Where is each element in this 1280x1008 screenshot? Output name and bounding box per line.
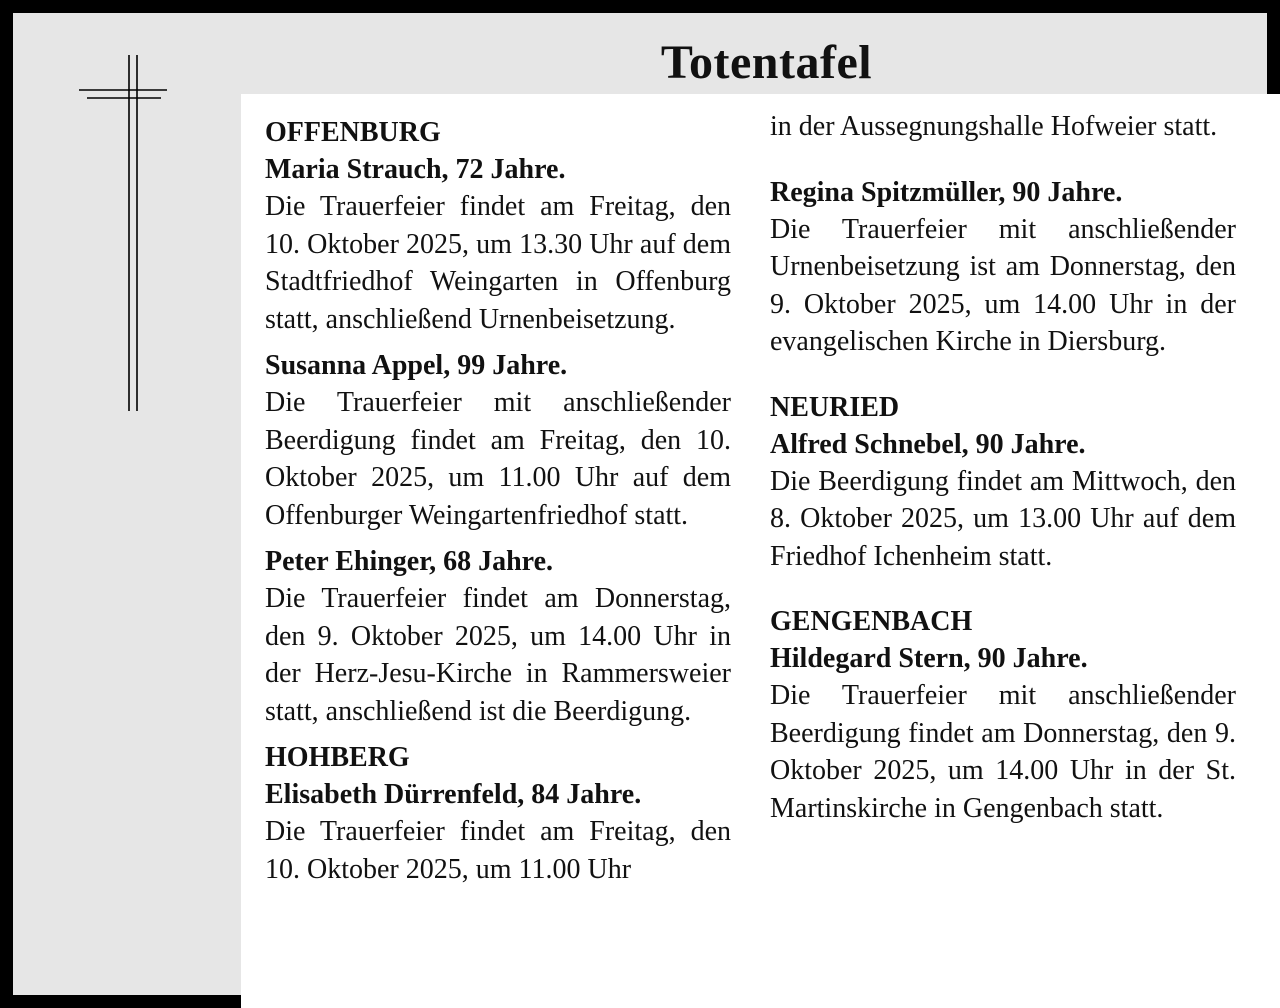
region-heading: GENGENBACH bbox=[770, 606, 973, 637]
ceremony-text: Die Trauerfeier mit anschließender Beerdigung findet am Donnerstag, den 9. Oktober 2025, um 14.00 Uhr in der St. Martinskirche in Gengenbach statt. bbox=[770, 680, 1236, 824]
ceremony-text: Die Trauerfeier mit anschließender Beerdigung findet am Freitag, den 10. Oktober 2025, um 11.00 Uhr auf dem Offenburger Weingartenfriedhof statt. bbox=[265, 387, 731, 531]
region-heading: OFFENBURG bbox=[265, 117, 441, 148]
ceremony-text: in der Aussegnungshalle Hofweier statt. bbox=[770, 111, 1218, 142]
ceremony-text: Die Beerdigung findet am Mittwoch, den 8. Oktober 2025, um 13.00 Uhr auf dem Friedhof Ichenheim statt. bbox=[770, 465, 1236, 572]
deceased-name: Elisabeth Dürrenfeld, 84 Jahre. bbox=[265, 779, 642, 810]
obituary-panel bbox=[241, 94, 1280, 1008]
page-title: Totentafel bbox=[660, 36, 873, 89]
deceased-name: Peter Ehinger, 68 Jahre. bbox=[265, 546, 554, 577]
ceremony-text: Die Trauerfeier mit anschließender Urnenbeisetzung ist am Donnerstag, den 9. Oktober 2025, um 14.00 Uhr in der evangelischen Kirche in Diersburg. bbox=[770, 213, 1236, 357]
ceremony-text: Die Trauerfeier findet am Donnerstag, den 9. Oktober 2025, um 14.00 Uhr in der Herz-Jesu-Kirche in Rammersweier statt, anschließend ist die Beerdigung. bbox=[265, 583, 731, 727]
deceased-name: Maria Strauch, 72 Jahre. bbox=[265, 154, 566, 185]
ceremony-text: Die Trauerfeier findet am Freitag, den 10. Oktober 2025, um 11.00 Uhr bbox=[265, 816, 731, 885]
deceased-name: Hildegard Stern, 90 Jahre. bbox=[770, 643, 1088, 674]
region-heading: HOHBERG bbox=[265, 742, 410, 773]
right-column bbox=[770, 108, 1236, 827]
cross-icon bbox=[79, 43, 169, 413]
deceased-name: Alfred Schnebel, 90 Jahre. bbox=[770, 428, 1086, 460]
ceremony-text: Die Trauerfeier findet am Freitag, den 10. Oktober 2025, um 13.30 Uhr auf dem Stadtfriedhof Weingarten in Offenburg statt, anschließend Urnenbeisetzung. bbox=[265, 191, 731, 335]
region-heading: NEURIED bbox=[770, 391, 900, 423]
deceased-name: Regina Spitzmüller, 90 Jahre. bbox=[770, 176, 1123, 208]
deceased-name: Susanna Appel, 99 Jahre. bbox=[265, 350, 568, 381]
left-column bbox=[265, 114, 731, 888]
